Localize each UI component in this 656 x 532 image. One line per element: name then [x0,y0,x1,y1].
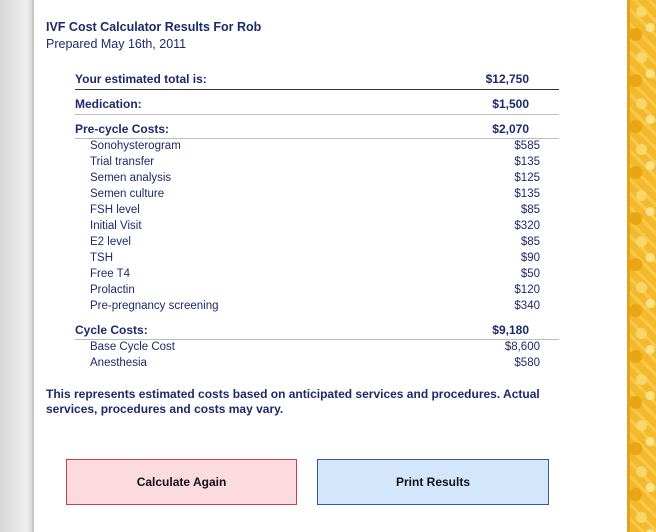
total-row [75,72,559,89]
cycle-value: $9,180 [492,323,529,337]
disclaimer-text: This represents estimated costs based on anticipated services and procedures. Actual services, procedures and costs may vary. [46,387,540,416]
list-item: Sonohysterogram $585 [90,140,540,152]
precycle-divider [75,138,559,139]
medication-row [75,97,559,114]
list-item: Pre-pregnancy screening $340 [90,300,540,312]
list-item: Trial transfer $135 [90,156,540,168]
prepared-date: Prepared May 16th, 2011 [46,37,187,51]
medication-label: Medication: [75,97,142,111]
total-divider [75,89,559,90]
list-item: Prolactin $120 [90,284,540,296]
list-item: FSH level $85 [90,204,540,216]
list-item: Initial Visit $320 [90,220,540,232]
medication-divider [75,114,559,115]
precycle-row [75,122,559,139]
cycle-row [75,323,559,340]
results-panel [34,0,627,532]
list-item: Base Cycle Cost $8,600 [90,341,540,353]
total-value: $12,750 [485,72,529,86]
precycle-value: $2,070 [492,122,529,136]
calculate-again-button[interactable]: Calculate Again [66,459,297,505]
left-window-edge [0,0,34,532]
total-label: Your estimated total is: [75,72,207,86]
list-item: Anesthesia $580 [90,357,540,369]
list-item: Semen analysis $125 [90,172,540,184]
cycle-divider [75,339,559,340]
list-item: TSH $90 [90,252,540,264]
medication-value: $1,500 [492,97,529,111]
list-item: Semen culture $135 [90,188,540,200]
list-item: E2 level $85 [90,236,540,248]
list-item: Free T4 $50 [90,268,540,280]
cycle-label: Cycle Costs: [75,323,148,337]
print-results-button[interactable]: Print Results [317,459,549,505]
decorative-side-pattern [627,0,656,532]
precycle-label: Pre-cycle Costs: [75,122,170,136]
page-title: IVF Cost Calculator Results For Rob [46,20,262,34]
